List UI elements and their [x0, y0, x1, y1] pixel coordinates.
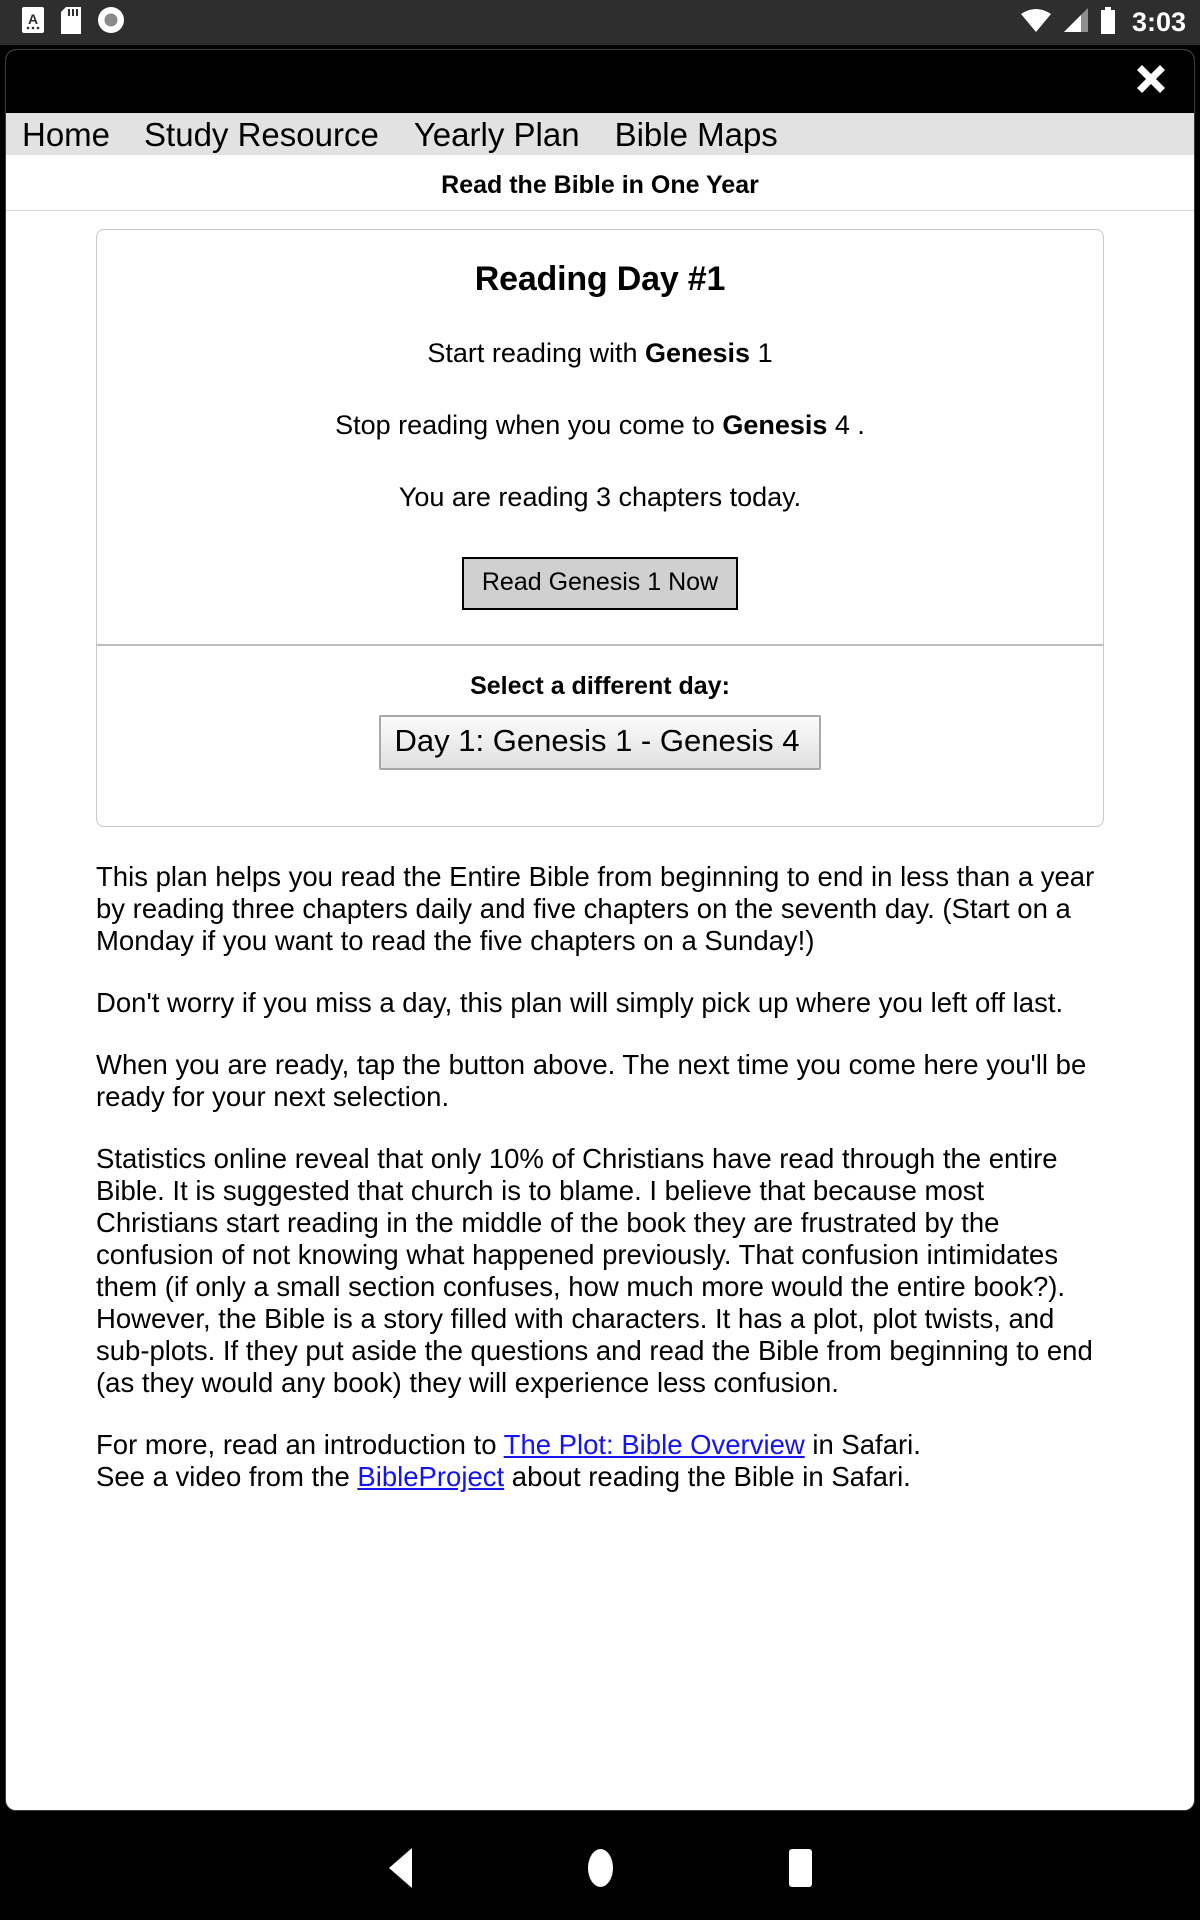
webview-title-bar [6, 50, 1194, 113]
nav-item-study-resource[interactable]: Study Resource [144, 115, 379, 153]
page-title: Read the Bible in One Year [441, 171, 759, 199]
svg-text:A: A [27, 11, 39, 27]
title-divider [6, 210, 1194, 211]
reading-day-heading: Reading Day #1 [474, 260, 726, 298]
day-select-dropdown[interactable]: Day 1: Genesis 1 - Genesis 4 [379, 715, 822, 770]
sd-card-icon [61, 7, 81, 39]
cellular-signal-icon [1062, 7, 1090, 38]
stop-reading-line [117, 411, 1083, 441]
link-the-plot-bible-overview[interactable]: The Plot: Bible Overview [503, 1429, 805, 1461]
reading-card-top-section [97, 230, 1103, 644]
paragraph-tap-button: When you are ready, tap the button above. The next time you come here you'll be ready for your next selection. [96, 1049, 1087, 1113]
stop-reading-prefix: Stop reading when you come to [335, 409, 723, 440]
android-home-button[interactable] [500, 1849, 700, 1887]
nav-item-home[interactable]: Home [22, 115, 111, 153]
nav-item-yearly-plan[interactable]: Yearly Plan [413, 115, 580, 153]
home-circle-icon [588, 1849, 613, 1887]
chapters-today-text: You are reading 3 chapters today. [398, 482, 802, 513]
stop-reading-chapter: 4 . [827, 409, 865, 440]
app-window [0, 45, 1200, 1815]
paragraph-statistics: Statistics online reveal that only 10% of Christians have read through the entire Bible. It is suggested that church is to blame. I believe that because most Christians start reading in the middle of the book they are frustrated by the confusion of not knowing what happened previously. That confusion intimidates them (if only a small section confuses, how much more would the entire book?). However, the Bible is a story filled with characters. It has a plot, plot twists, and sub-plots. If they put aside the questions and read the Bible from beginning to end (as they would any book) they will experience less confusion. [96, 1143, 1093, 1399]
recents-square-icon [789, 1849, 812, 1887]
keyboard-a-icon [22, 7, 44, 38]
status-bar-clock: 3:03 [1131, 7, 1186, 37]
link-line1-suffix: in Safari. [804, 1429, 921, 1461]
link-line2-prefix: See a video from the [96, 1461, 358, 1493]
read-now-button[interactable]: Read Genesis 1 Now [462, 557, 738, 610]
site-nav-bar [6, 113, 1194, 155]
android-recents-button[interactable] [700, 1849, 900, 1887]
start-reading-prefix: Start reading with [427, 338, 645, 368]
link-bibleproject[interactable]: BibleProject [357, 1461, 505, 1493]
description-text-block [96, 861, 1104, 1494]
link-line1-prefix: For more, read an introduction to [96, 1429, 504, 1461]
link-line2-suffix: about reading the Bible in Safari. [504, 1461, 911, 1493]
paragraph-plan-overview: This plan helps you read the Entire Bible from beginning to end in less than a year by reading three chapters daily and five chapters on the seventh day. (Start on a Monday if you want to read the five chapters on a Sunday!) [96, 861, 1095, 957]
android-status-bar [0, 0, 1200, 45]
start-reading-line [117, 339, 1083, 369]
start-reading-chapter: 1 [750, 338, 773, 368]
battery-icon [1100, 7, 1116, 39]
select-day-label: Select a different day: [470, 672, 730, 701]
status-bar-right-icons [1020, 7, 1186, 39]
record-disc-icon [98, 7, 124, 38]
status-bar-left-icons [22, 7, 124, 39]
nav-item-bible-maps[interactable]: Bible Maps [614, 115, 778, 153]
webview-card [6, 50, 1194, 1810]
android-navigation-bar [0, 1815, 1200, 1920]
close-button[interactable] [1126, 57, 1176, 107]
start-reading-book: Genesis [645, 338, 751, 368]
reading-day-card [96, 229, 1104, 827]
back-triangle-icon [389, 1848, 412, 1888]
paragraph-links [96, 1429, 1104, 1493]
paragraph-miss-a-day: Don't worry if you miss a day, this plan will simply pick up where you left off last. [96, 987, 1064, 1019]
page-content [6, 155, 1194, 1810]
reading-card-bottom-section [97, 646, 1103, 826]
android-back-button[interactable] [300, 1848, 500, 1888]
close-icon [1130, 61, 1172, 103]
stop-reading-book: Genesis [722, 409, 828, 440]
wifi-icon [1020, 7, 1052, 38]
